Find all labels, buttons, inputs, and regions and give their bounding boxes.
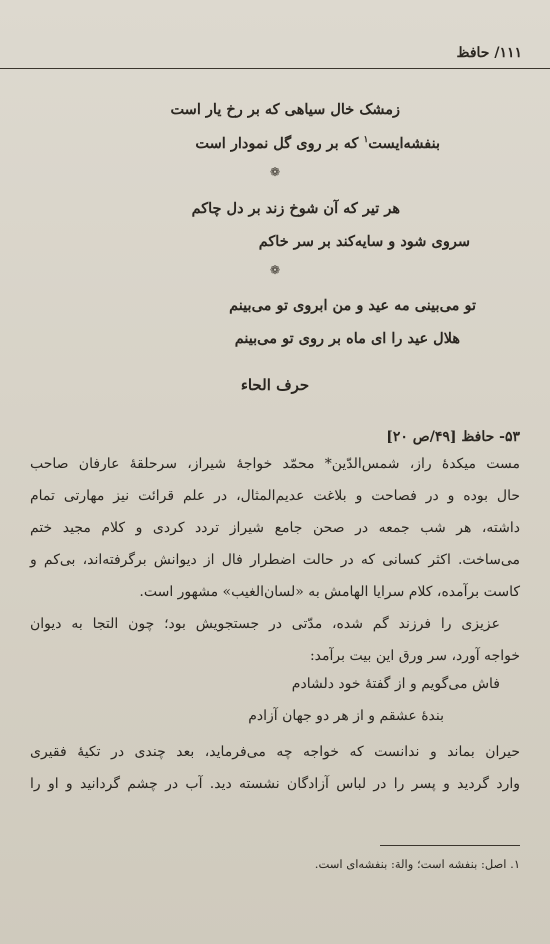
para-3-line-1: حیران بماند و ندانست که خواجه چه می‌فرماید، بعد چندی در تکیهٔ فقیری [30, 744, 520, 760]
verse-1-line-2-start: بنفشه‌ایست [368, 135, 440, 152]
footnote-marker: ۱ [363, 135, 369, 146]
para-1-line-5: کاست برآمده، کلام سرایا الهامش به «لسان‌الغیب» مشهور است. [139, 584, 520, 600]
quote-line-2: بندهٔ عشقم و از هر دو جهان آزادم [248, 708, 444, 724]
section-title: حرف الحاء [240, 376, 310, 394]
verse-1-line-2-rest: که بر روی گل نمودار است [195, 135, 359, 152]
para-2-line-2: خواجه آورد، سر ورق این بیت برآمد: [309, 648, 520, 664]
verse-2-line-2: سروی شود و سایه‌کند بر سر خاکم [258, 233, 470, 250]
verse-2-line-1: هر تیر که آن شوخ زند بر دل چاکم [191, 200, 400, 217]
separator-star-1: ❁ [270, 165, 281, 179]
verse-3-line-1: تو می‌بینی مه عید و من ابروی تو می‌بینم [229, 297, 476, 314]
quote-line-1: فاش می‌گویم و از گفتهٔ خود دلشادم [291, 676, 500, 692]
para-1-line-4: می‌ساخت. اکثر کسانی که در حالت اضطرار فال از دیوانش برگرفته‌اند، بی‌کم و [30, 552, 520, 568]
running-head: ۱۱۱/ حافظ [456, 45, 522, 61]
entry-heading: ۵۳- حافظ [۴۹/ص ۲۰] [386, 429, 520, 445]
para-2-line-1: عزیزی را فرزند گم شده، مدّتی در جستجویش بود؛ چون التجا به دیوان [30, 616, 500, 632]
para-1-line-3: داشته، هر شب جمعه در صحن جامع شیراز تردد کردی و کلام مجید ختم [30, 520, 520, 536]
para-3-line-2: وارد گردید و پسر را در لباس آزادگان نشسته دید. آب در چشم گردانید و او را [30, 776, 520, 792]
verse-3-line-2: هلال عید را ای ماه بر روی تو می‌بینم [234, 330, 460, 347]
separator-star-2: ❁ [270, 263, 281, 277]
footnote-rule [380, 845, 520, 846]
verse-1-line-2 [195, 135, 440, 152]
para-1-line-1: مست میکدهٔ راز، شمس‌الدّین* محمّد خواجهٔ شیراز، سرحلقهٔ عارفان صاحب [30, 456, 520, 472]
para-1-line-2: حال بوده و در فصاحت و بلاغت عدیم‌المثال، در علم قرائت نیز مهارتی تمام [30, 488, 520, 504]
footnote: ۱. اصل: بنفشه است؛ والة: بنفشه‌ای است. [314, 857, 520, 871]
page-header [0, 42, 550, 69]
verse-1-line-1: زمشک خال سیاهی که بر رخ یار است [170, 101, 400, 118]
